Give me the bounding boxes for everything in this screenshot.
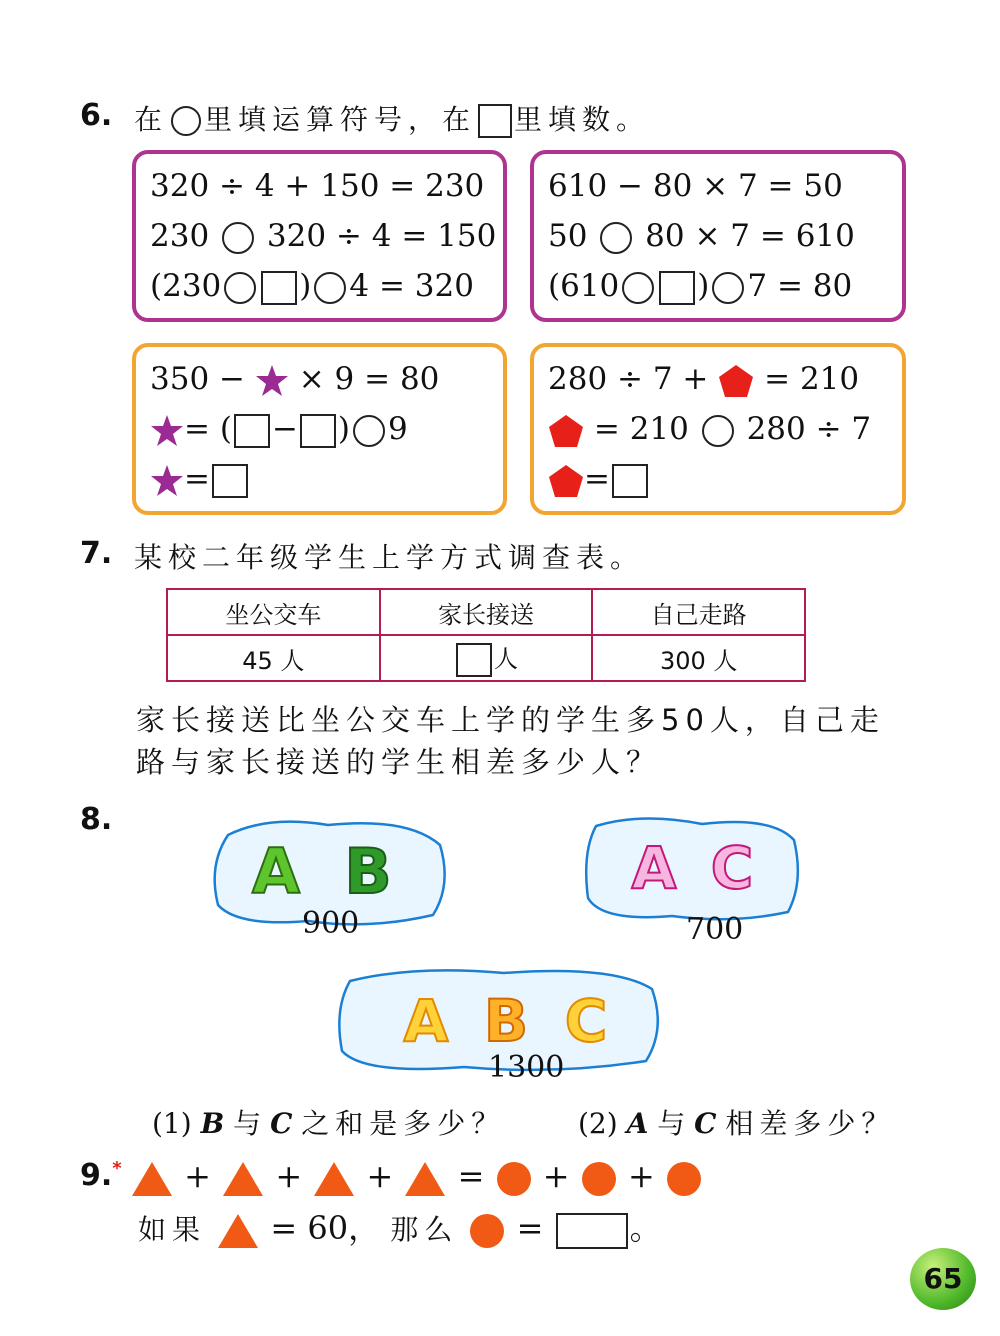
circle-icon: [468, 1212, 506, 1250]
triangle-icon: [130, 1160, 174, 1198]
q6-box3-line2: [150, 407, 408, 451]
equals: =: [516, 1209, 544, 1247]
star-icon: [150, 414, 184, 448]
letter-b: B: [344, 835, 392, 908]
q6-box-1: [132, 150, 507, 322]
q6-box3-l2b: −: [271, 411, 298, 447]
operator-blank[interactable]: [600, 222, 632, 254]
page-number: 65: [910, 1248, 976, 1310]
picture-ab-value: 900: [302, 906, 360, 941]
q6-box2-l3b: ): [697, 268, 710, 304]
q6-box2-l2a: 50: [548, 218, 588, 254]
question-7-text-line1: 家长接送比坐公交车上学的学生多50人，自己走: [136, 703, 885, 737]
number-blank[interactable]: [659, 271, 695, 305]
challenge-star: *: [112, 1158, 122, 1179]
operator-blank[interactable]: [702, 415, 734, 447]
header-walk: 自己走路: [592, 589, 805, 635]
q6-box-3: [132, 343, 507, 515]
q6-box1-line3: [150, 264, 474, 308]
q6-instr-2: 里填运算符号，: [204, 103, 443, 136]
q8-sub1-mid: 与: [233, 1107, 262, 1140]
letter-c: C: [564, 987, 608, 1055]
q6-box4-l1b: = 210: [764, 361, 860, 397]
question-7-title: 某校二年级学生上学方式调查表。: [134, 541, 645, 574]
q9-period: 。: [629, 1209, 662, 1247]
answer-circle-icon: [171, 106, 201, 136]
q6-box1-line2: [150, 214, 496, 258]
question-9-number: [80, 1158, 122, 1193]
q8-sub1-b: B: [200, 1107, 225, 1140]
plus: +: [542, 1157, 570, 1195]
q6-box1-l3b: ): [299, 268, 312, 304]
star-icon: [255, 364, 289, 398]
letter-c: C: [710, 834, 754, 902]
plus: +: [627, 1157, 655, 1195]
table-header-row: [167, 589, 805, 635]
cell-bus: 45 人: [167, 635, 380, 681]
q8-sub1-suffix: 之和是多少？: [301, 1107, 506, 1140]
q6-box3-line3: [150, 457, 250, 501]
q8-sub2-c: C: [694, 1107, 717, 1140]
operator-blank[interactable]: [222, 222, 254, 254]
triangle-icon: [403, 1160, 447, 1198]
operator-blank[interactable]: [712, 272, 744, 304]
q6-box4-line1: [548, 357, 859, 401]
equals: =: [457, 1157, 485, 1195]
q6-box-2: [530, 150, 906, 322]
q9-condition: [138, 1204, 662, 1252]
q8-subquestion-1: [152, 1102, 505, 1142]
q6-box3-l2a: = (: [184, 411, 232, 447]
q6-box1-line1: 320 ÷ 4 + 150 = 230: [150, 168, 485, 204]
q6-box4-line2: [548, 407, 871, 451]
q8-sub2-prefix: (2): [578, 1107, 618, 1140]
number-blank[interactable]: [612, 464, 648, 498]
q9-number-text: 9.: [80, 1158, 113, 1193]
q8-sub1-prefix: (1): [152, 1107, 192, 1140]
q8-sub1-c: C: [270, 1107, 293, 1140]
q6-box3-l1b: × 9 = 80: [298, 361, 440, 397]
star-icon: [150, 464, 184, 498]
plus: +: [275, 1157, 303, 1195]
q6-box1-l2a: 230: [150, 218, 210, 254]
plus: +: [366, 1157, 394, 1195]
q6-box4-l2a: = 210: [593, 411, 689, 447]
operator-blank[interactable]: [314, 272, 346, 304]
q9-then: 那么: [390, 1213, 459, 1246]
answer-blank[interactable]: [556, 1213, 628, 1249]
q9-value: = 60，: [270, 1209, 381, 1247]
operator-blank[interactable]: [224, 272, 256, 304]
number-blank[interactable]: [456, 643, 492, 677]
triangle-icon: [216, 1212, 260, 1250]
circle-icon: [495, 1160, 533, 1198]
cell-parent: [380, 635, 593, 681]
picture-ac-value: 700: [686, 912, 744, 947]
q8-sub2-a: A: [626, 1107, 649, 1140]
q6-box2-line2: [548, 214, 855, 258]
answer-square-icon: [478, 104, 512, 138]
circle-icon: [665, 1160, 703, 1198]
q6-box2-l3c: 7 = 80: [747, 268, 853, 304]
q6-box2-line1: 610 − 80 × 7 = 50: [548, 168, 843, 204]
question-7-number: 7.: [80, 536, 113, 571]
number-blank[interactable]: [261, 271, 297, 305]
q6-box3-l3a: =: [184, 461, 210, 497]
header-bus: 坐公交车: [167, 589, 380, 635]
header-parent: 家长接送: [380, 589, 593, 635]
cell-parent-unit: 人: [493, 645, 518, 673]
operator-blank[interactable]: [622, 272, 654, 304]
operator-blank[interactable]: [353, 415, 385, 447]
q6-box1-l2b: 320 ÷ 4 = 150: [266, 218, 497, 254]
q9-equation: [130, 1152, 703, 1200]
q6-box3-l1a: 350 −: [150, 361, 245, 397]
picture-ac: [582, 812, 804, 924]
q6-box2-l3a: (610: [548, 268, 620, 304]
q6-box3-l2d: 9: [388, 411, 408, 447]
pentagon-icon: [718, 364, 754, 398]
q6-box2-l2b: 80 × 7 = 610: [645, 218, 855, 254]
pentagon-icon: [548, 414, 584, 448]
number-blank[interactable]: [212, 464, 248, 498]
letter-a: A: [403, 987, 449, 1055]
q6-box3-line1: [150, 357, 439, 401]
q6-box4-l1a: 280 ÷ 7 +: [548, 361, 709, 397]
letter-a: A: [631, 834, 677, 902]
q8-sub2-mid: 与: [657, 1107, 686, 1140]
q8-subquestion-2: [578, 1102, 895, 1142]
q6-box2-line3: [548, 264, 852, 308]
triangle-icon: [312, 1160, 356, 1198]
q9-if: 如果: [138, 1213, 207, 1246]
question-6-instruction: [134, 98, 650, 138]
q6-instr-1: 在: [134, 103, 169, 136]
circle-icon: [580, 1160, 618, 1198]
q6-box4-l3a: =: [584, 461, 610, 497]
q6-instr-3: 在: [442, 103, 477, 136]
q6-box1-l3a: (230: [150, 268, 222, 304]
question-6-number: 6.: [80, 98, 113, 133]
question-8-number: 8.: [80, 802, 113, 837]
q6-box-4: [530, 343, 906, 515]
q6-box4-l2b: 280 ÷ 7: [746, 411, 872, 447]
triangle-icon: [221, 1160, 265, 1198]
letter-a: A: [252, 835, 300, 908]
q6-instr-4: 里填数。: [514, 103, 651, 136]
plus: +: [184, 1157, 211, 1195]
q6-box1-l3c: 4 = 320: [349, 268, 474, 304]
pentagon-icon: [548, 464, 584, 498]
table-row: [167, 635, 805, 681]
survey-table: [166, 588, 806, 682]
letter-b: B: [483, 987, 529, 1055]
question-7-text-line2: 路与家长接送的学生相差多少人？: [136, 745, 662, 779]
cell-walk: 300 人: [592, 635, 805, 681]
q8-sub2-suffix: 相差多少？: [725, 1107, 896, 1140]
number-blank[interactable]: [234, 414, 270, 448]
q6-box3-l2c: ): [337, 411, 351, 447]
number-blank[interactable]: [300, 414, 336, 448]
picture-abc-value: 1300: [488, 1050, 565, 1085]
q6-box4-line3: [548, 457, 650, 501]
